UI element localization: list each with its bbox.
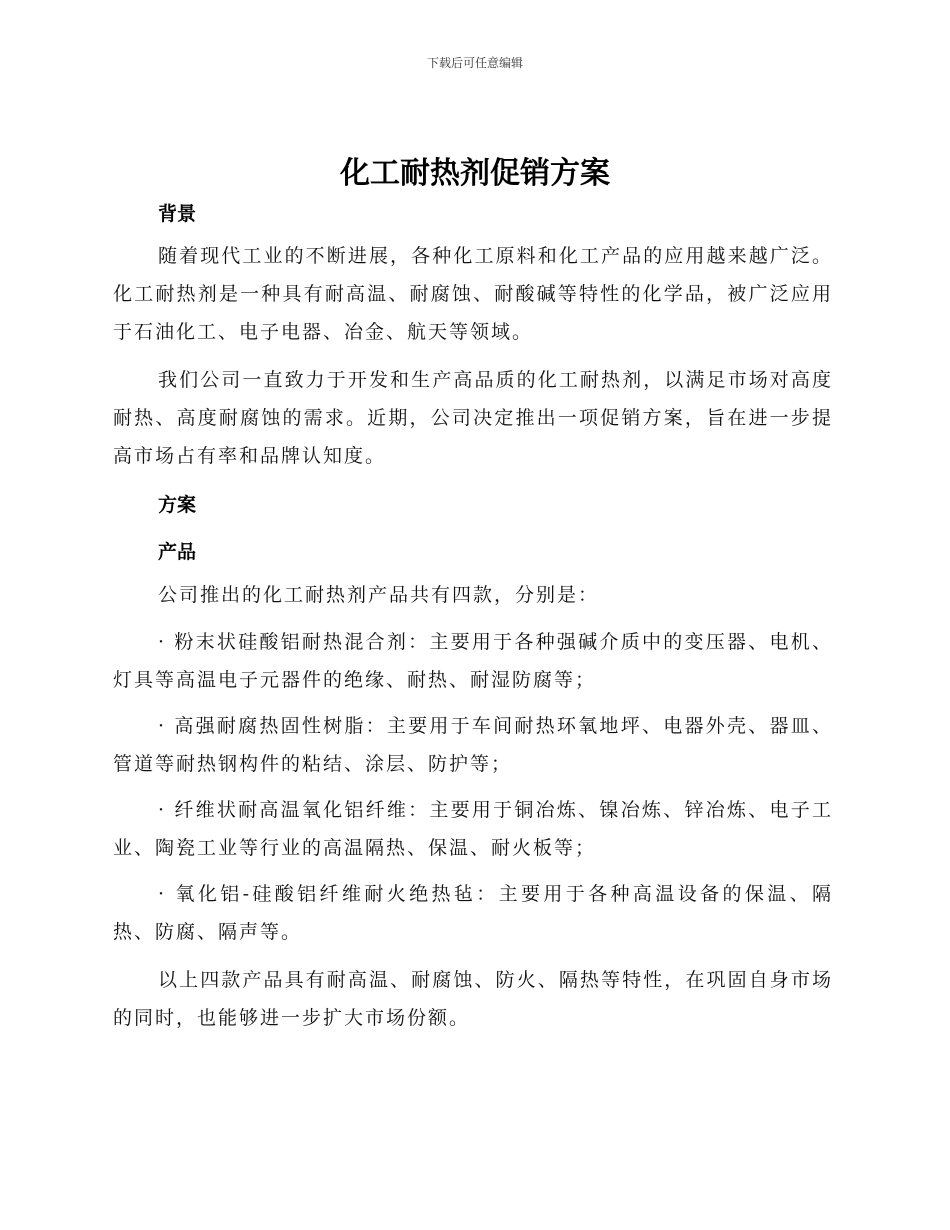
section-heading-background: 背景	[158, 203, 197, 225]
page-header-note: 下载后可任意编辑	[426, 56, 523, 70]
paragraph-background-1: 随着现代工业的不断进展，各种化工原料和化工产品的应用越来越广泛。化工耐热剂是一种具有耐高温、耐腐蚀、耐酸碱等特性的化学品，被广泛应用于石油化工、电子电器、冶金、航天等领域。	[113, 245, 833, 343]
section-heading-product: 产品	[158, 541, 197, 563]
list-item: · 氧化铝-硅酸铝纤维耐火绝热毡：主要用于各种高温设备的保温、隔热、防腐、隔声等。	[113, 883, 833, 943]
document-title: 化工耐热剂促销方案	[340, 156, 610, 191]
paragraph-product-summary: 以上四款产品具有耐高温、耐腐蚀、防火、隔热等特性，在巩固自身市场的同时，也能够进一步扩大市场份额。	[113, 969, 833, 1029]
paragraph-product-intro: 公司推出的化工耐热剂产品共有四款，分别是：	[158, 584, 600, 606]
section-heading-plan: 方案	[158, 494, 197, 516]
paragraph-background-2: 我们公司一直致力于开发和生产高品质的化工耐热剂，以满足市场对高度耐热、高度耐腐蚀的需求。近期，公司决定推出一项促销方案，旨在进一步提高市场占有率和品牌认知度。	[113, 369, 833, 467]
list-item: · 纤维状耐高温氧化铝纤维：主要用于铜冶炼、镍冶炼、锌冶炼、电子工业、陶瓷工业等行业的高温隔热、保温、耐火板等；	[113, 799, 833, 859]
list-item: · 粉末状硅酸铝耐热混合剂：主要用于各种强碱介质中的变压器、电机、灯具等高温电子元器件的绝缘、耐热、耐湿防腐等；	[113, 631, 833, 691]
list-item: · 高强耐腐热固性树脂：主要用于车间耐热环氧地坪、电器外壳、器皿、管道等耐热钢构件的粘结、涂层、防护等；	[113, 715, 833, 775]
